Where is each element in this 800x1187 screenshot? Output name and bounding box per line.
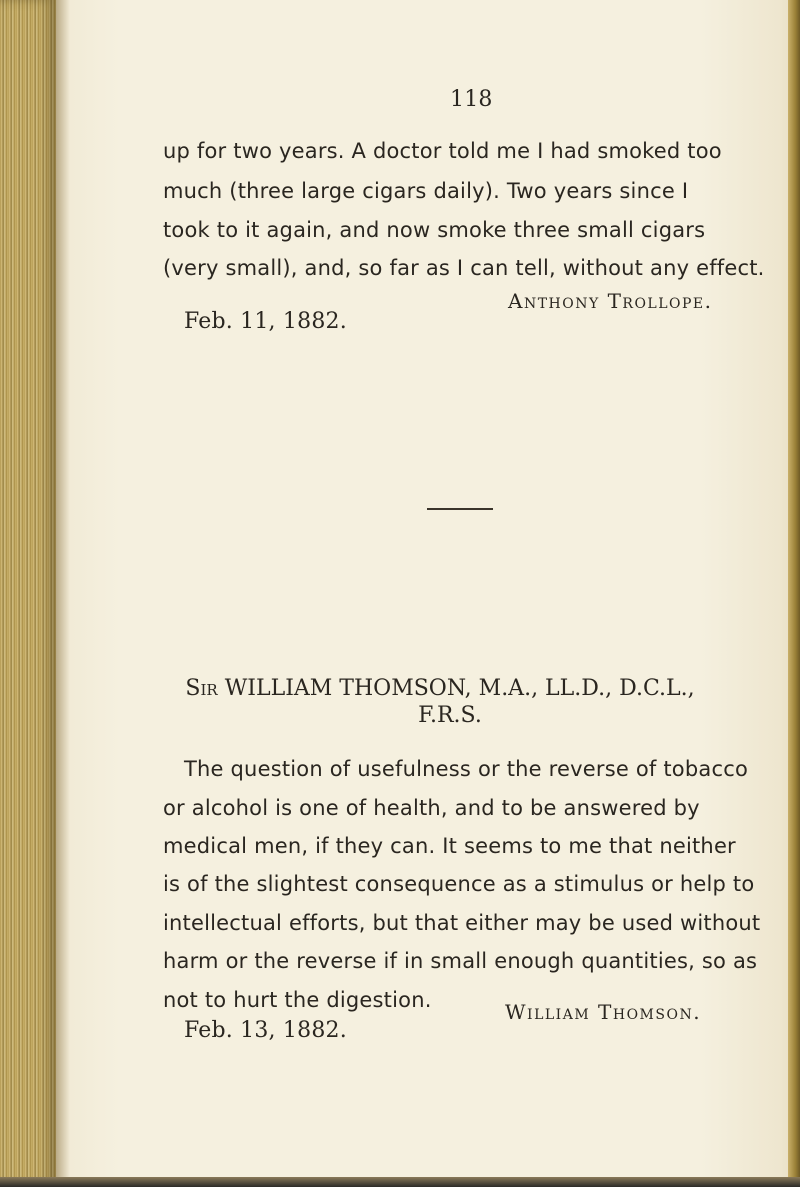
trollope-signature: Anthony Trollope. [508,289,713,313]
gutter-shadow [56,0,70,1187]
thomson-line-3: medical men, if they can. It seems to me that neither [163,834,736,858]
thomson-heading-line-2: F.R.S. [418,703,482,728]
thomson-line-5: intellectual efforts, but that either may be used without [163,911,761,935]
trollope-line-4: (very small), and, so far as I can tell, without any effect. [163,256,765,280]
thomson-line-6: harm or the reverse if in small enough quantities, so as [163,949,758,973]
thomson-date: Feb. 13, 1882. [184,1018,347,1043]
thomson-heading-line-1 [0,676,800,701]
gilt-page-edges-left [0,0,56,1187]
thomson-line-2: or alcohol is one of health, and to be answered by [163,796,700,820]
thomson-line-7: not to hurt the digestion. [163,988,432,1012]
thomson-line-4: is of the slightest consequence as a stimulus or help to [163,872,755,896]
trollope-line-3: took to it again, and now smoke three small cigars [163,218,706,242]
section-divider-rule [427,508,493,510]
gilt-page-edge-right [788,0,800,1187]
trollope-date: Feb. 11, 1882. [184,309,347,334]
page-number: 118 [450,87,493,112]
trollope-line-1: up for two years. A doctor told me I had smoked too [163,139,722,163]
thomson-line-1: The question of usefulness or the reverse of tobacco [184,757,748,781]
heading-name: WILLIAM THOMSON, M.A., LL.D., D.C.L., [224,676,695,701]
heading-prefix: Sir [185,676,218,701]
thomson-signature: William Thomson. [505,1000,702,1024]
page-bottom-edge [0,1177,800,1187]
trollope-line-2: much (three large cigars daily). Two years since I [163,179,689,203]
